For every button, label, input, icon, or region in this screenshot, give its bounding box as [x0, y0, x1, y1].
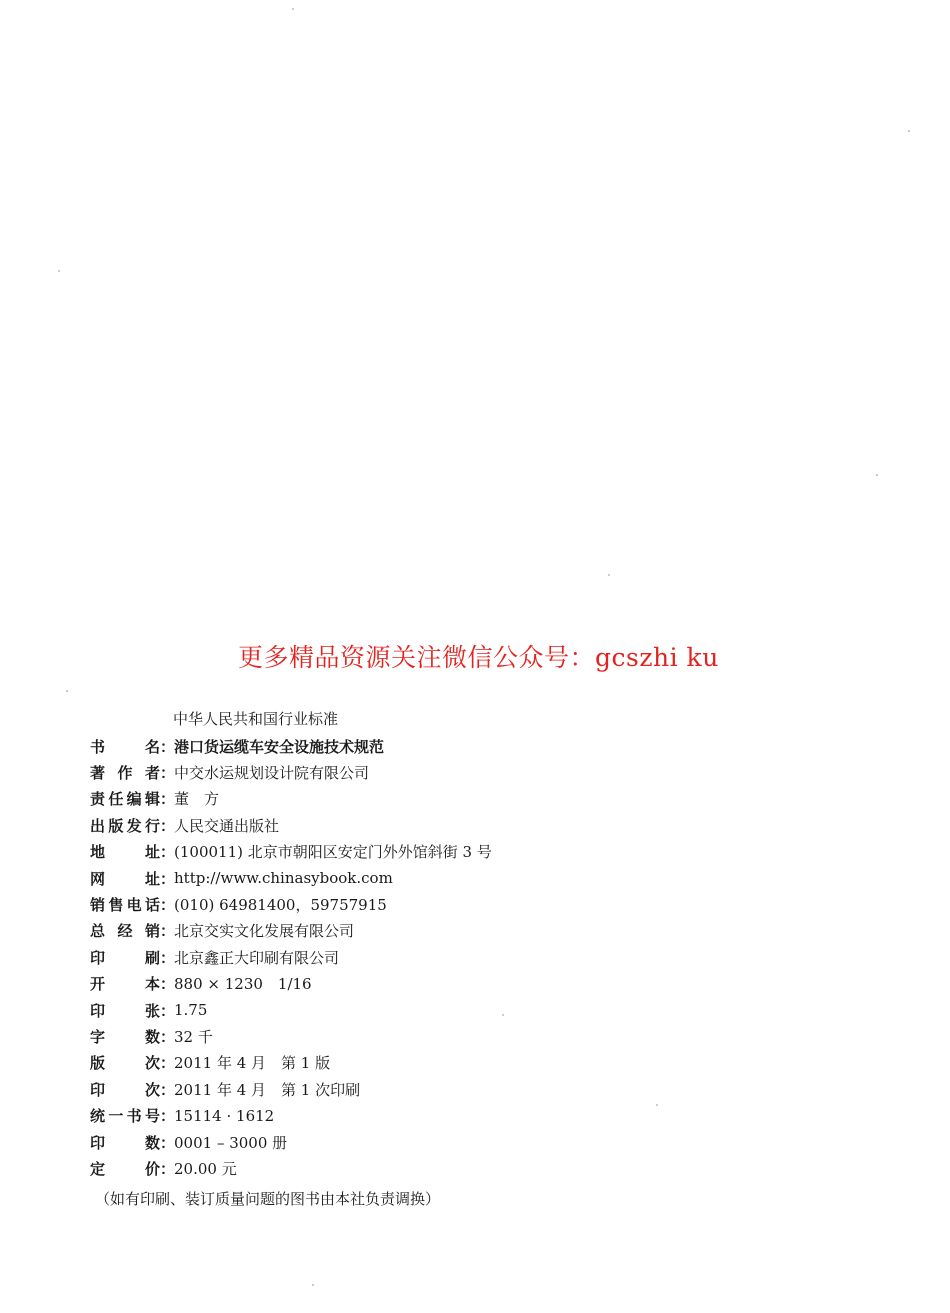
colophon-row-booknumber — [90, 1102, 492, 1128]
colophon-label: 销售电话 — [90, 896, 160, 915]
scan-speck — [292, 8, 294, 10]
book-title: 港口货运缆车安全设施技术规范 — [174, 737, 385, 756]
colophon-label: 定价 — [90, 1159, 160, 1178]
colophon-row-phone — [90, 891, 492, 917]
colophon-value: 北京交实文化发展有限公司 — [174, 922, 355, 941]
colophon-row-sheets — [90, 997, 492, 1023]
colophon-row-printing — [90, 1076, 492, 1102]
colophon-value: (010) 64981400，59757915 — [174, 896, 387, 915]
colon: ： — [160, 816, 176, 835]
colophon-table — [90, 733, 492, 1182]
colon: ： — [160, 843, 176, 862]
colon: ： — [160, 922, 176, 941]
colophon-value: 人民交通出版社 — [174, 816, 280, 835]
colon: ： — [160, 1054, 176, 1073]
colophon-row-wordcount — [90, 1023, 492, 1049]
colon: ： — [160, 1107, 176, 1126]
colophon-value: 0001 – 3000 册 — [174, 1133, 288, 1152]
quality-note: （如有印刷、装订质量问题的图书由本社负责调换） — [95, 1190, 441, 1208]
colophon-value: 中交水运规划设计院有限公司 — [174, 764, 370, 783]
colon: ： — [160, 869, 176, 888]
colophon-label: 责任编辑 — [90, 790, 160, 809]
scan-speck — [502, 1014, 504, 1016]
colophon-row-title — [90, 733, 492, 759]
colon: ： — [160, 1080, 176, 1099]
colophon-value: 2011 年 4 月 第 1 次印刷 — [174, 1080, 361, 1099]
scan-speck — [876, 474, 878, 476]
colophon-row-price — [90, 1155, 492, 1181]
colophon-value: 15114 · 1612 — [174, 1106, 275, 1125]
website-url: http://www.chinasybook.com — [174, 869, 393, 888]
colophon-label: 网址 — [90, 869, 160, 888]
colophon-value: 20.00 元 — [174, 1159, 237, 1178]
scan-speck — [656, 1104, 658, 1106]
colon: ： — [160, 790, 176, 809]
colophon-label: 开本 — [90, 975, 160, 994]
colophon-label: 统一书号 — [90, 1107, 160, 1126]
series-title: 中华人民共和国行业标准 — [173, 710, 339, 728]
colophon-label: 地址 — [90, 843, 160, 862]
promo-text: 更多精品资源关注微信公众号：gcszhi ku — [238, 643, 719, 672]
scan-speck — [608, 574, 610, 576]
colophon-row-edition — [90, 1050, 492, 1076]
colon: ： — [160, 737, 176, 756]
colophon-row-distributor — [90, 918, 492, 944]
colon: ： — [160, 975, 176, 994]
scan-speck — [58, 270, 60, 272]
colophon-label: 著作者 — [90, 764, 160, 783]
colophon-label: 印次 — [90, 1080, 160, 1099]
colophon-label: 印数 — [90, 1133, 160, 1152]
scan-speck — [66, 690, 68, 692]
colophon-value: 北京鑫正大印刷有限公司 — [174, 948, 340, 967]
colophon-row-editor — [90, 786, 492, 812]
colophon-row-printrun — [90, 1129, 492, 1155]
colophon-value: 1.75 — [174, 1001, 208, 1020]
colophon-row-format — [90, 971, 492, 997]
colon: ： — [160, 764, 176, 783]
colophon-value: (100011) 北京市朝阳区安定门外外馆斜街 3 号 — [174, 843, 492, 862]
colophon-value: 32 千 — [174, 1027, 213, 1046]
colophon-row-website — [90, 865, 492, 891]
colophon-value: 2011 年 4 月 第 1 版 — [174, 1054, 331, 1073]
colon: ： — [160, 948, 176, 967]
colophon-value: 880 × 1230 1/16 — [174, 975, 312, 994]
colophon-row-author — [90, 759, 492, 785]
colophon-label: 版次 — [90, 1054, 160, 1073]
colon: ： — [160, 896, 176, 915]
colophon-row-printer — [90, 944, 492, 970]
colophon-row-publisher — [90, 812, 492, 838]
scan-speck — [312, 1284, 314, 1286]
colophon-label: 印刷 — [90, 948, 160, 967]
colon: ： — [160, 1159, 176, 1178]
colon: ： — [160, 1027, 176, 1046]
colon: ： — [160, 1001, 176, 1020]
colophon-value: 董 方 — [174, 790, 220, 809]
colophon-label: 字数 — [90, 1027, 160, 1046]
colophon-row-address — [90, 839, 492, 865]
colophon-label: 印张 — [90, 1001, 160, 1020]
scan-speck — [908, 130, 910, 132]
colon: ： — [160, 1133, 176, 1152]
colophon-label: 出版发行 — [90, 816, 160, 835]
colophon-label: 总经销 — [90, 922, 160, 941]
colophon-label: 书名 — [90, 737, 160, 756]
